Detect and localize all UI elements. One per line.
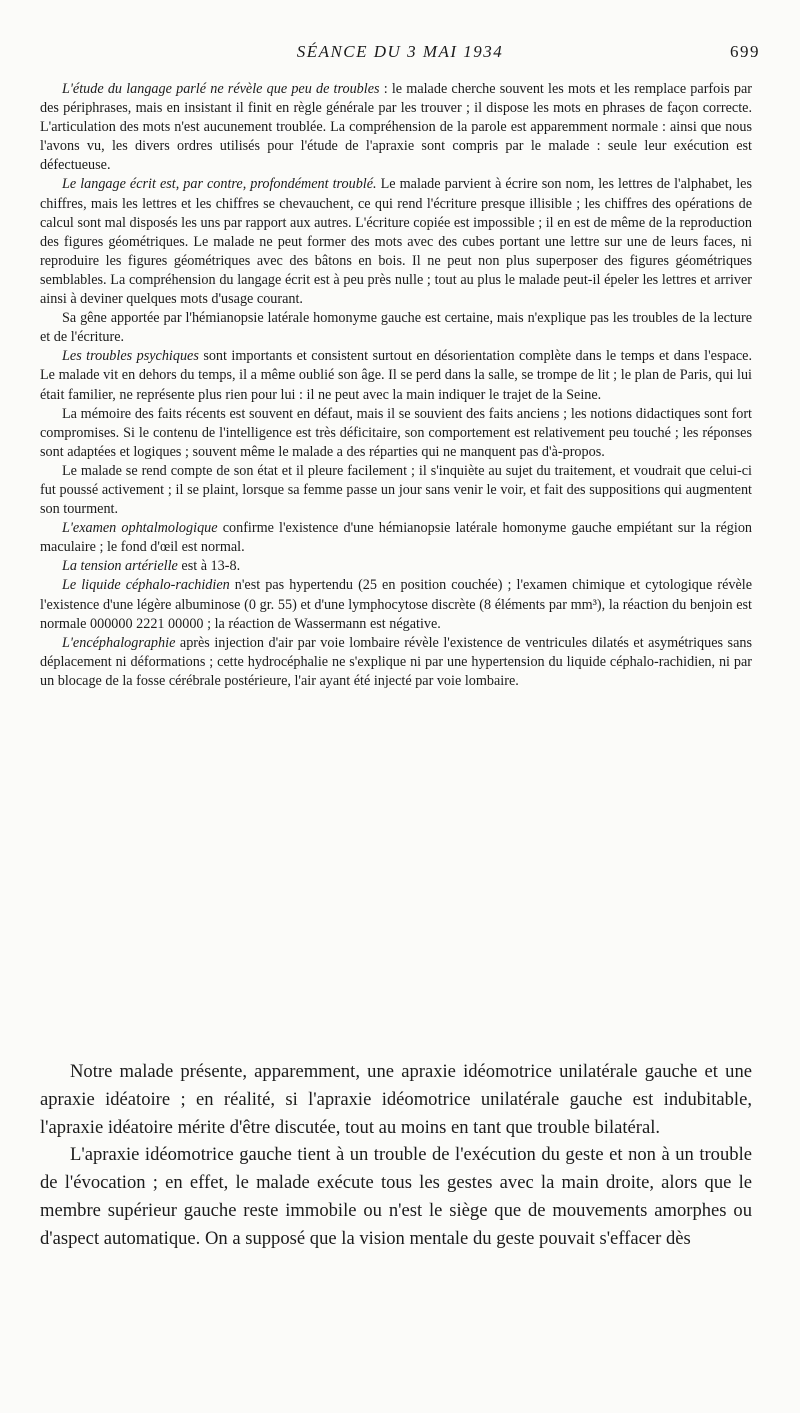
paragraph-written-language: Le langage écrit est, par contre, profondément troublé. Le malade parvient à écrire son nom, les lettres de l'alphabet, les chiffres, mais les lettres et les chiffres se chevauchent, ce qui rend l'écriture presque illisible ; les chiffres des opérations de calcul sont mal disposés les uns par rapport aux autres. L'écriture copiée est impossible ; il en est de même de la reproduction des figures géométriques. Le malade ne peut former des mots avec des cubes portant une lettre sur une de leurs faces, ni reproduire les figures géométriques avec des bâtons en bois. Il ne peut non plus superposer des figures géométriques semblables. La compréhension du langage écrit est à peu près nulle ; tout au plus le malade peut-il épeler les lettres et arriver ainsi à deviner quelques mots d'usage courant. [40,176,752,308]
paragraph-blood-pressure: La tension artérielle est à 13-8. [62,558,241,575]
paragraph-discussion-1: Notre malade présente, apparemment, une apraxie idéomotrice unilatérale gauche et une apraxie idéatoire ; en réalité, si l'apraxie idéomotrice unilatérale gauche est indubitable, l'apraxie idéatoire mérite d'être discutée, tout au moins en tant que trouble bilatéral. [40,1061,752,1138]
paragraph-psychic-troubles: Les troubles psychiques sont importants et consistent surtout en désorientation complète dans le temps et dans l'espace. Le malade vit en dehors du temps, il a même oublié son âge. Il se perd dans la salle, se trompe de lit ; le plan de Paris, qui lui était familier, ne représente plus rien pour lui : il ne peut avec la main indiquer le trajet de la Seine. [40,348,753,403]
running-title: SÉANCE DU 3 MAI 1934 [296,42,504,61]
page-number: 699 [730,42,760,61]
paragraph-hemianopsia: Sa gêne apportée par l'hémianopsie latérale homonyme gauche est certaine, mais n'explique pas les troubles de la lecture et de l'écriture. [40,310,752,346]
paragraph-spoken-language: L'étude du langage parlé ne révèle que peu de troubles : le malade cherche souvent les mots et les remplace parfois par des périphrases, mais en insistant il finit en règle générale par les trouver ; il dispose les mots en phrases de façon correcte. L'articulation des mots n'est aucunement troublée. La compréhension de la parole est apparemment normale : ainsi que nous l'avons vu, les divers ordres utilisés pour l'étude de l'apraxie sont compris par le malade : seule leur exécution est défectueuse. [40,81,752,174]
discussion-section [40,1058,752,1253]
case-report-section [40,80,752,691]
paragraph-awareness: Le malade se rend compte de son état et il pleure facilement ; il s'inquiète au sujet du traitement, et voudrait que celui-ci fut poussé activement ; il se plaint, lorsque sa femme passe un jour sans venir le voir, et fait des suppositions qui augmentent son tourment. [40,462,752,518]
paragraph-ophthalmology: L'examen ophtalmologique confirme l'existence d'une hémianopsie latérale homonyme gauche empiétant sur la région maculaire ; le fond d'œil est normal. [40,520,753,556]
paragraph-memory: La mémoire des faits récents est souvent en défaut, mais il se souvient des faits anciens ; les notions didactiques sont fort compromises. Si le contenu de l'intelligence est très déficitaire, son comportement est relativement peu touché ; les réponses sont adaptées et logiques ; souvent même le malade a des réparties qui ne manquent pas d'à-propos. [40,405,752,460]
running-header [40,42,760,66]
paragraph-discussion-2: L'apraxie idéomotrice gauche tient à un trouble de l'exécution du geste et non à un trouble de l'évocation ; en effet, le malade exécute tous les gestes avec la main droite, alors que le membre supérieur gauche reste immobile ou n'est le siège que de mouvements amorphes ou d'aspect automatique. On a supposé que la vision mentale du geste pouvait s'effacer dès [40,1144,752,1249]
paragraph-encephalography: L'encéphalographie après injection d'air par voie lombaire révèle l'existence de ventricules dilatés et asymétriques sans déplacement ni déformations ; cette hydrocéphalie ne s'explique ni par une hypertension du liquide céphalo-rachidien, ni par un blocage de la fosse cérébrale postérieure, l'air ayant été injecté par voie lombaire. [40,634,752,689]
paragraph-csf: Le liquide céphalo-rachidien n'est pas hypertendu (25 en position couchée) ; l'examen chimique et cytologique révèle l'existence d'une légère albuminose (0 gr. 55) et d'une lymphocytose discrète (8 éléments par mm³), la réaction du benjoin est normale 000000 2221 00000 ; la réaction de Wassermann est négative. [40,577,752,632]
